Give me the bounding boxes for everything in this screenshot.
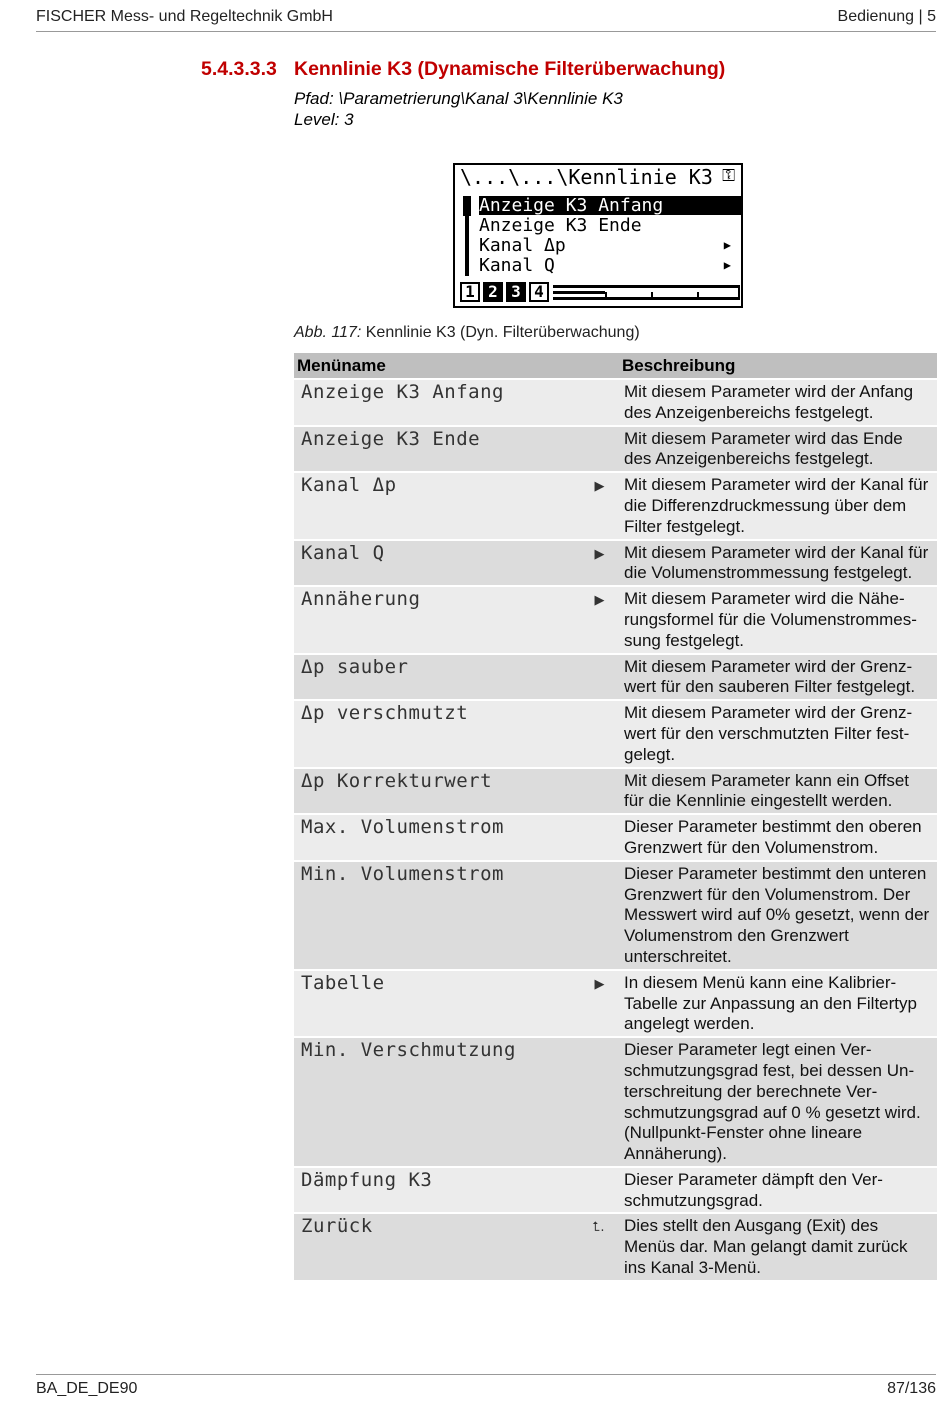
caption-text: Kennlinie K3 (Dyn. Filterüberwachung) bbox=[361, 324, 640, 341]
description-cell: Dies stellt den Ausgang (Exit) des Menüs dar. Man gelangt damit zurück ins Kanal 3-Menü. bbox=[619, 1213, 937, 1279]
description-cell: Mit diesem Parameter wird der Anfang des Anzeigenbereichs festgelegt. bbox=[619, 379, 937, 426]
lcd-item bbox=[479, 236, 741, 255]
section-heading bbox=[201, 58, 725, 81]
path-line: Pfad: \Parametrierung\Kanal 3\Kennlinie K3 bbox=[294, 89, 623, 108]
menu-path bbox=[294, 88, 623, 130]
menu-name: Kanal Δp bbox=[301, 474, 397, 497]
table-row bbox=[294, 1037, 937, 1167]
table-row bbox=[294, 700, 937, 767]
menu-name-cell bbox=[294, 654, 619, 701]
table-row bbox=[294, 540, 937, 587]
description-cell: Dieser Parameter bestimmt den oberen Grenzwert für den Volumenstrom. bbox=[619, 814, 937, 861]
scroll-thumb bbox=[463, 196, 471, 216]
lcd-title: \...\...\Kennlinie K3 bbox=[460, 165, 713, 189]
menu-name: Dämpfung K3 bbox=[301, 1168, 433, 1191]
description-cell: Dieser Parameter dämpft den Verschmutzungsgrad. bbox=[619, 1167, 937, 1214]
menu-name: Annäherung bbox=[301, 588, 421, 611]
menu-table bbox=[294, 353, 937, 1280]
description-cell: Mit diesem Parameter wird die Näherungsformel für die Volumenstrommessung festgelegt. bbox=[619, 586, 937, 653]
menu-name-cell bbox=[294, 540, 619, 587]
description-cell: Mit diesem Parameter kann ein Offset für die Kennlinie eingestellt werden. bbox=[619, 768, 937, 815]
table-row bbox=[294, 1213, 937, 1279]
lcd-item bbox=[479, 256, 741, 275]
table-row bbox=[294, 970, 937, 1037]
table-row bbox=[294, 861, 937, 970]
description-cell: In diesem Menü kann eine Kalibrier-Tabelle zur Anpassung an den Filtertyp angelegt werden. bbox=[619, 970, 937, 1037]
arrow-right-icon: ▶ bbox=[594, 546, 605, 562]
menu-name-cell bbox=[294, 472, 619, 539]
lcd-item bbox=[479, 196, 741, 215]
table-row bbox=[294, 1167, 937, 1214]
menu-name: Zurück bbox=[301, 1215, 373, 1238]
table-row bbox=[294, 426, 937, 473]
chapter-label: Bedienung | 5 bbox=[837, 8, 936, 25]
company-name: FISCHER Mess- und Regeltechnik GmbH bbox=[36, 8, 333, 25]
lcd-item bbox=[479, 216, 741, 235]
table-header-row bbox=[294, 353, 937, 379]
channel-box: 2 bbox=[483, 282, 503, 302]
arrow-right-icon: ▶ bbox=[723, 258, 731, 272]
column-header-beschreibung: Beschreibung bbox=[619, 353, 937, 379]
column-header-menuname: Menüname bbox=[294, 353, 619, 379]
lcd-scrollbar bbox=[465, 196, 469, 276]
menu-name: Tabelle bbox=[301, 971, 385, 994]
menu-name-cell bbox=[294, 1213, 619, 1279]
table-row bbox=[294, 654, 937, 701]
channel-box: 3 bbox=[506, 282, 526, 302]
arrow-right-icon: ▶ bbox=[594, 976, 605, 992]
menu-name-cell bbox=[294, 814, 619, 861]
table-row bbox=[294, 472, 937, 539]
document-id: BA_DE_DE90 bbox=[36, 1380, 138, 1397]
menu-name-cell bbox=[294, 379, 619, 426]
menu-name: Kanal Q bbox=[301, 541, 385, 564]
page-number: 87/136 bbox=[887, 1380, 936, 1397]
menu-name: Δp Korrekturwert bbox=[301, 769, 493, 792]
section-title: Kennlinie K3 (Dynamische Filterüberwachung) bbox=[294, 58, 726, 80]
description-cell: Mit diesem Parameter wird der Grenzwert für den verschmutzten Filter festgelegt. bbox=[619, 700, 937, 767]
description-cell: Mit diesem Parameter wird der Kanal für die Differenzdruckmessung über dem Filter festgelegt. bbox=[619, 472, 937, 539]
lcd-display bbox=[453, 163, 743, 308]
table-row bbox=[294, 814, 937, 861]
lock-icon: ⚿ bbox=[722, 166, 735, 185]
page-header bbox=[36, 6, 936, 32]
description-cell: Mit diesem Parameter wird der Kanal für die Volumenstrommessung festgelegt. bbox=[619, 540, 937, 587]
page-footer bbox=[36, 1374, 936, 1399]
menu-name-cell bbox=[294, 768, 619, 815]
menu-name-cell bbox=[294, 861, 619, 970]
menu-name-cell bbox=[294, 426, 619, 473]
description-cell: Mit diesem Parameter wird der Grenzwert für den sauberen Filter festgelegt. bbox=[619, 654, 937, 701]
table-row bbox=[294, 379, 937, 426]
arrow-right-icon: ▶ bbox=[594, 479, 605, 495]
menu-name: Δp verschmutzt bbox=[301, 702, 469, 725]
section-number: 5.4.3.3.3 bbox=[201, 58, 277, 80]
description-cell: Dieser Parameter bestimmt den unteren Grenzwert für den Volumenstrom. Der Messwert wird auf 0% gesetzt, wenn der Volumenstrom den Grenzwert unterschreitet. bbox=[619, 861, 937, 970]
lcd-item-label: Anzeige K3 Ende bbox=[479, 215, 642, 236]
menu-name-cell bbox=[294, 970, 619, 1037]
return-icon: ⮤. bbox=[592, 1220, 605, 1236]
lcd-item-label: Anzeige K3 Anfang bbox=[479, 195, 664, 216]
menu-name: Anzeige K3 Anfang bbox=[301, 381, 504, 403]
table-row bbox=[294, 768, 937, 815]
lcd-item-label: Kanal Q bbox=[479, 255, 555, 276]
arrow-right-icon: ▶ bbox=[723, 238, 731, 252]
menu-name: Δp sauber bbox=[301, 655, 409, 678]
menu-name-cell bbox=[294, 1167, 619, 1214]
menu-name: Max. Volumenstrom bbox=[301, 816, 504, 839]
menu-name-cell bbox=[294, 700, 619, 767]
caption-prefix: Abb. 117: bbox=[294, 324, 362, 341]
arrow-right-icon: ▶ bbox=[594, 593, 605, 609]
channel-box: 4 bbox=[529, 282, 549, 302]
lcd-bargraph bbox=[553, 285, 740, 300]
menu-name: Min. Verschmutzung bbox=[301, 1039, 516, 1062]
menu-name-cell bbox=[294, 1037, 619, 1167]
lcd-item-label: Kanal Δp bbox=[479, 235, 566, 256]
menu-name: Min. Volumenstrom bbox=[301, 862, 504, 885]
level-line: Level: 3 bbox=[294, 110, 354, 129]
lcd-status-bar bbox=[458, 282, 740, 304]
description-cell: Dieser Parameter legt einen Verschmutzungsgrad fest, bei dessen Unterschreitung der berechnete Verschmutzungsgrad auf 0 % gesetzt wird. (Nullpunkt-Fenster ohne lineare Annäherung). bbox=[619, 1037, 937, 1167]
menu-name-cell bbox=[294, 586, 619, 653]
figure-caption bbox=[294, 324, 640, 342]
description-cell: Mit diesem Parameter wird das Ende des Anzeigenbereichs festgelegt. bbox=[619, 426, 937, 473]
table-row bbox=[294, 586, 937, 653]
menu-name: Anzeige K3 Ende bbox=[301, 427, 481, 450]
channel-box: 1 bbox=[460, 282, 480, 302]
